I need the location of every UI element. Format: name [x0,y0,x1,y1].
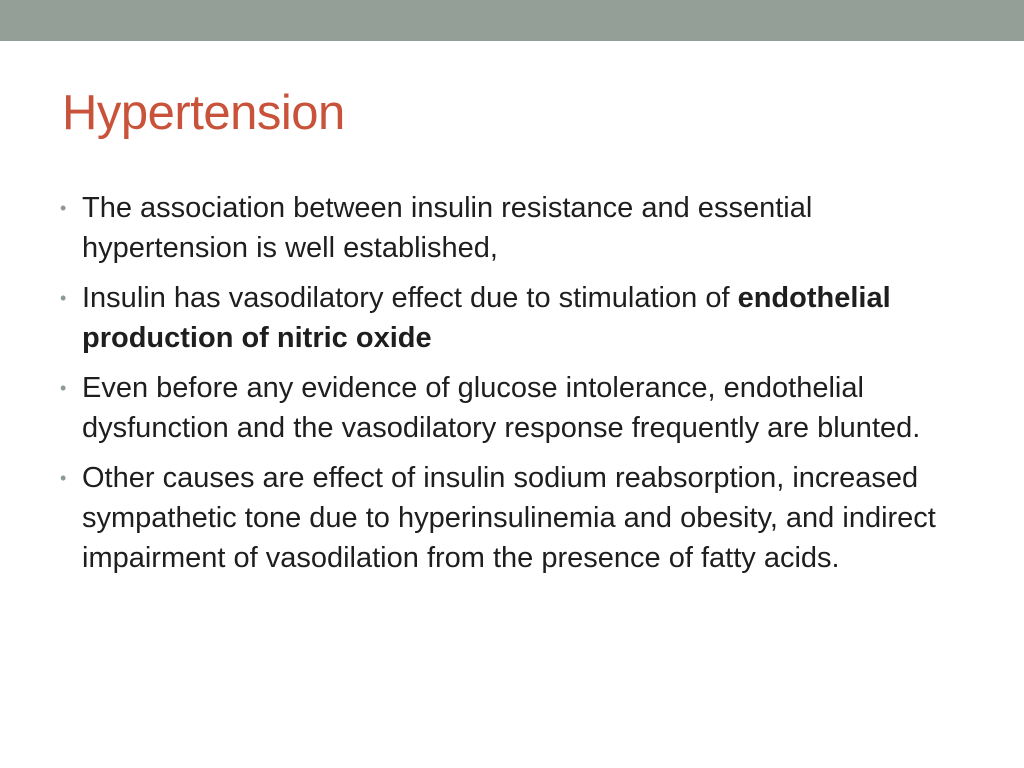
bullet-text: Other causes are effect of insulin sodium reabsorption, increased sympathetic tone due to hyperinsulinemia and obesity, and indirect impairment of vasodilation from the presence of fatty acids. [82,462,936,574]
bullet-list [60,188,960,588]
bullet-dot-icon: • [60,198,67,218]
bullet-item-4 [60,458,960,578]
bullet-dot-icon: • [60,288,67,308]
bullet-item-2 [60,278,960,358]
bullet-text: The association between insulin resistance and essential hypertension is well established, [82,192,813,264]
bullet-dot-icon: • [60,468,67,488]
bullet-dot-icon: • [60,378,67,398]
slide-title: Hypertension [62,86,345,140]
bullet-text: Even before any evidence of glucose intolerance, endothelial dysfunction and the vasodilatory response frequently are blunted. [82,372,921,444]
top-accent-bar [0,0,1024,41]
bullet-item-1 [60,188,960,268]
bullet-item-3 [60,368,960,448]
bullet-bold-text: endothelial production of nitric oxide [82,282,891,354]
bullet-text: Insulin has vasodilatory effect due to stimulation of [82,282,738,314]
